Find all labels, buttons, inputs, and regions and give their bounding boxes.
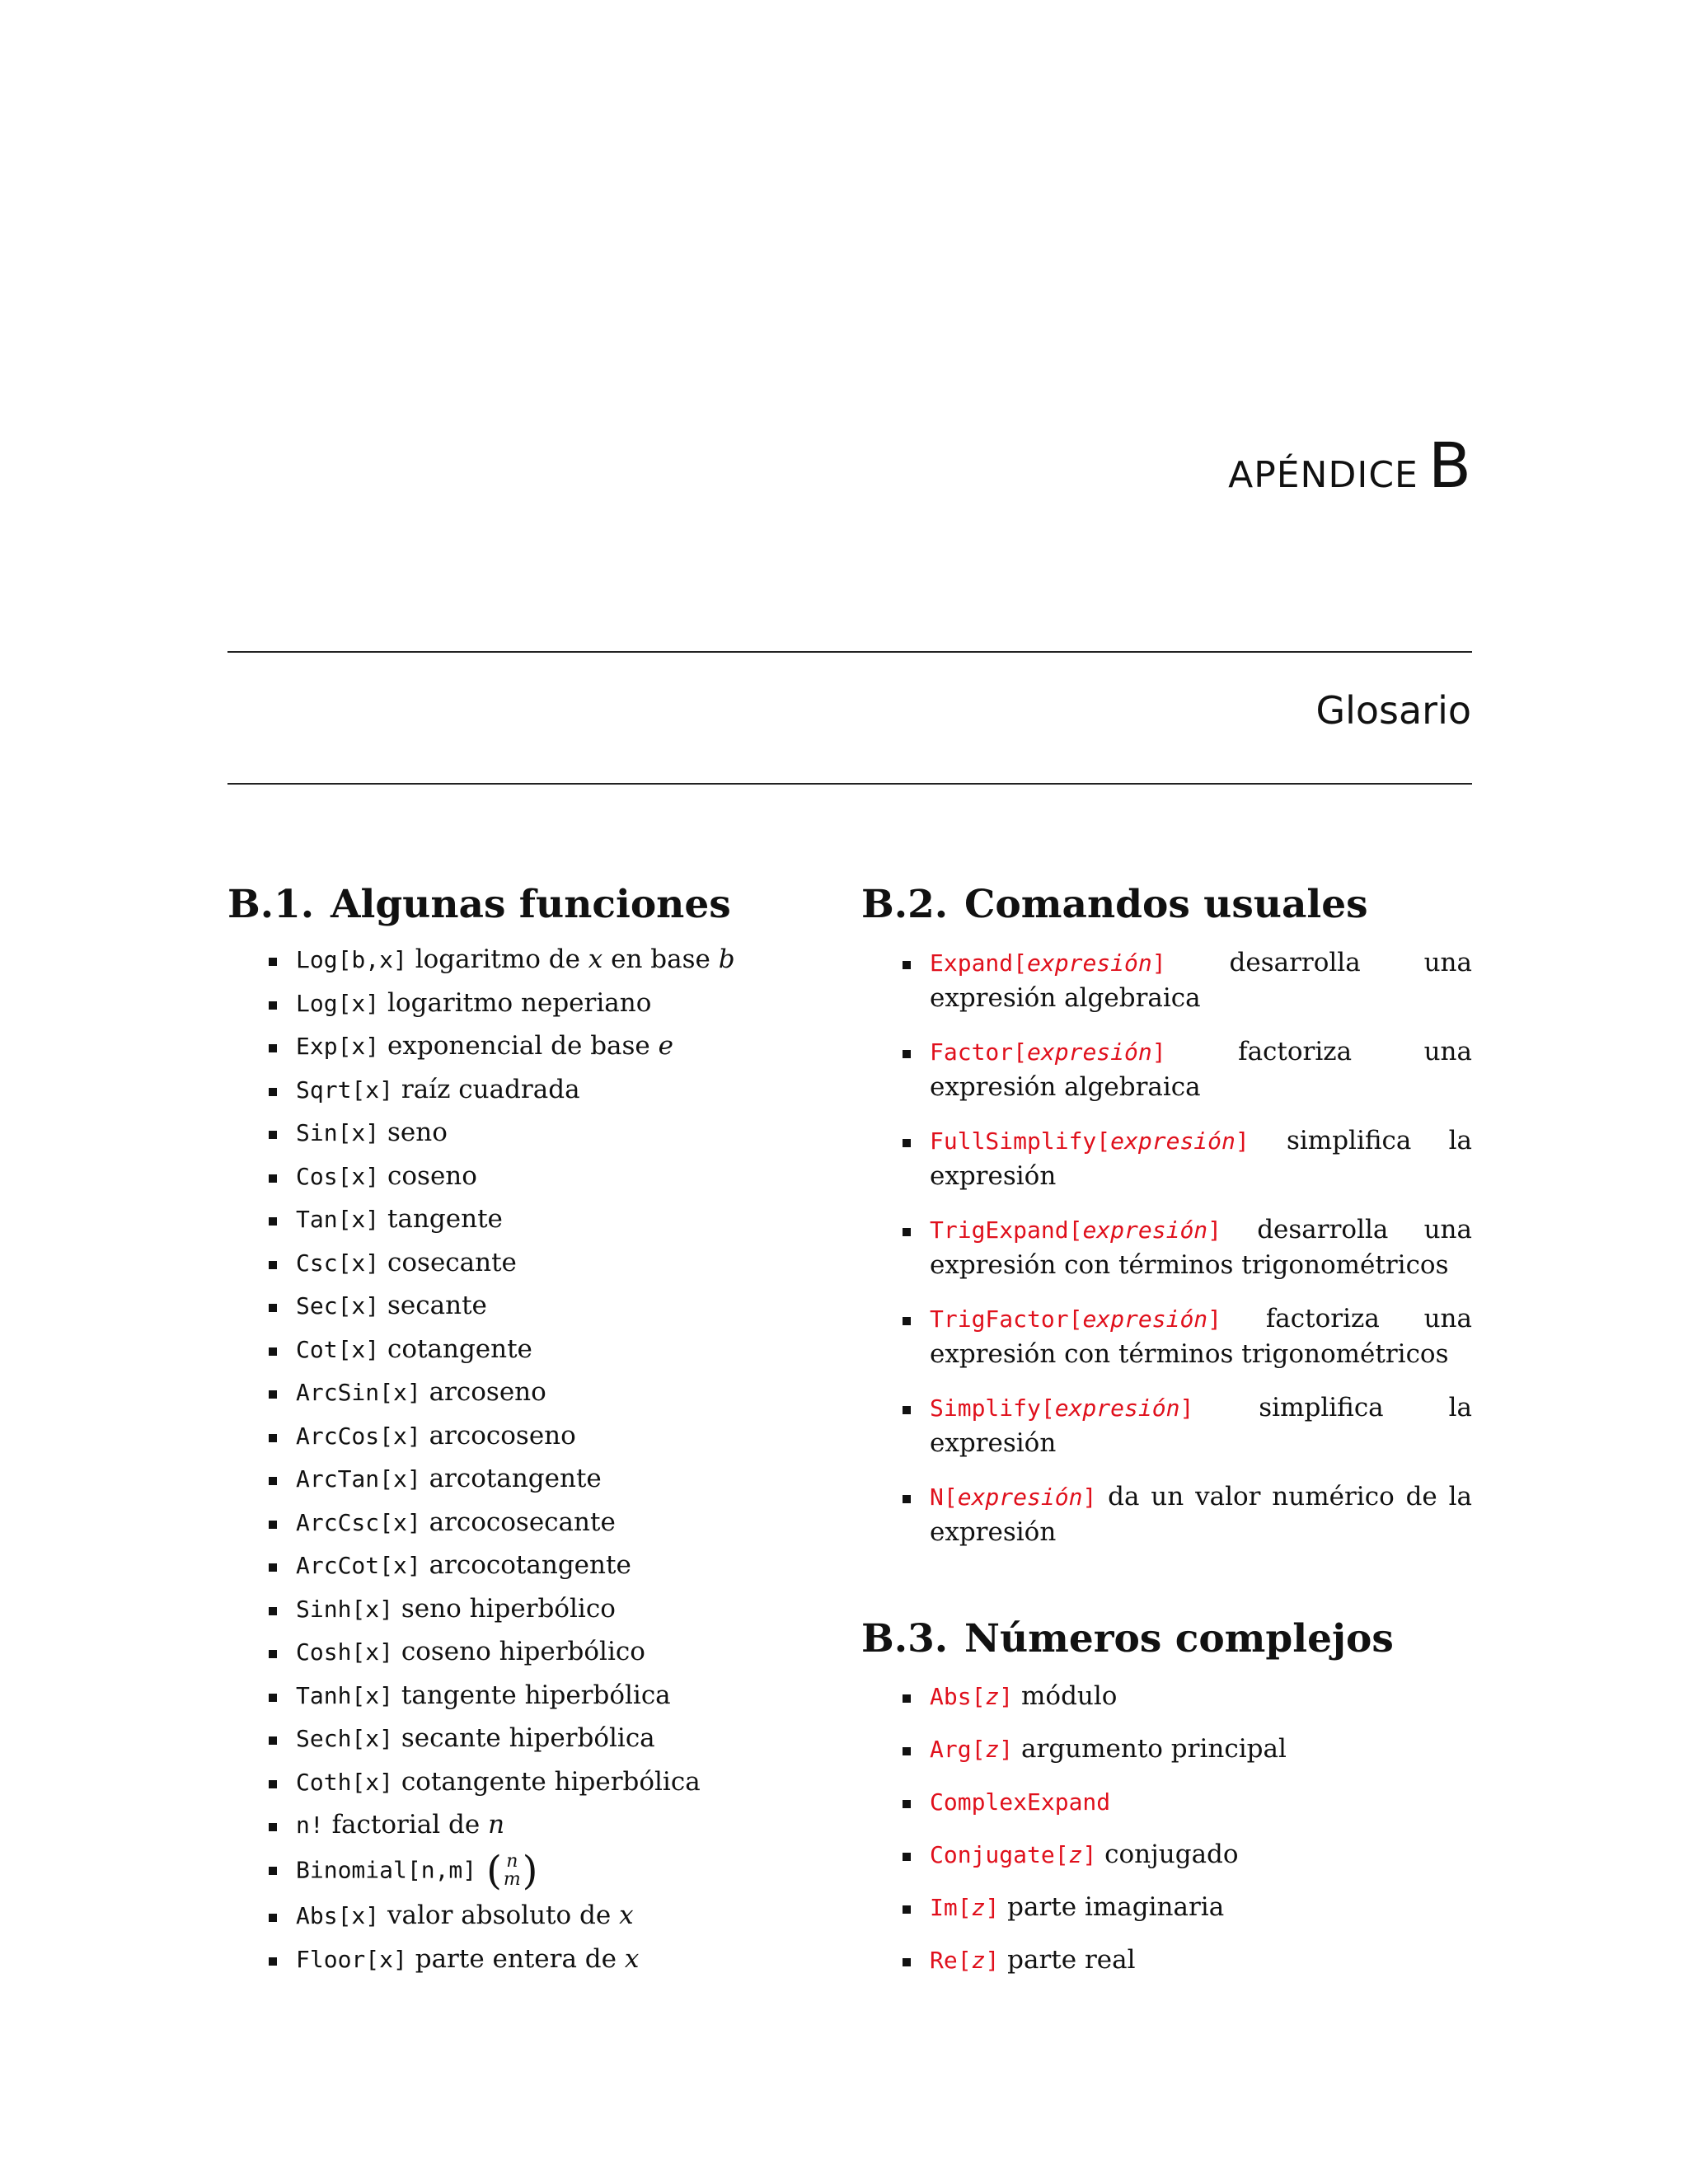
command-arg: z [971,1947,986,1974]
list-item [903,1212,1472,1283]
command-arg: expresión [1110,1127,1236,1155]
list-item [903,1679,1472,1714]
command-code [930,949,1166,977]
function-desc: tangente hiperbólica [401,1680,671,1710]
paren-left: ( [486,1847,502,1894]
list-item [269,1942,821,1977]
function-code: ArcCot[x] [296,1552,421,1579]
command-desc: módulo [1021,1681,1118,1711]
function-code: Log[x] [296,989,380,1017]
left-column [227,882,821,1977]
list-item [903,1123,1472,1194]
command-close: ] [1179,1394,1194,1422]
list-item [269,1202,821,1237]
command-name: TrigExpand[ [930,1216,1083,1244]
function-code: Log[b,x] [296,946,407,973]
complex-list [861,1679,1472,1978]
list-item [903,1479,1472,1550]
list-item [903,1784,1472,1820]
command-close: ] [1207,1216,1222,1244]
command-name: Re[ [930,1947,972,1974]
section-title: Algunas funciones [331,882,731,927]
function-desc: coseno [387,1160,477,1191]
function-desc: secante hiperbólica [401,1723,655,1753]
list-item [903,1890,1472,1925]
command-name: Conjugate[ [930,1841,1069,1868]
section-heading-complex [861,1616,1472,1661]
command-arg: expresión [957,1483,1083,1511]
top-rule [227,651,1472,653]
command-name: FullSimplify[ [930,1127,1111,1155]
function-desc: arcocosecante [429,1507,616,1537]
command-arg: z [985,1736,1000,1763]
list-item [269,1115,821,1151]
command-close: ] [985,1947,1000,1974]
function-desc: coseno hiperbólico [401,1637,645,1666]
command-name: Arg[ [930,1736,986,1763]
command-arg: expresión [1054,1394,1180,1422]
function-desc: exponencial de base [387,1031,650,1061]
list-item [903,945,1472,1016]
right-column [861,882,1472,1978]
function-code: Sinh[x] [296,1595,394,1623]
chapter-label: APÉNDICE [1228,454,1418,496]
function-desc: arcotangente [429,1464,602,1493]
function-code: ArcTan[x] [296,1465,421,1493]
command-close: ] [985,1894,1000,1921]
command-code [930,1038,1166,1066]
command-name: TrigFactor[ [930,1305,1083,1333]
command-desc: factoriza una expresión algebraica [930,1037,1472,1102]
binomial-top: n [506,1850,518,1872]
command-arg: z [985,1683,1000,1710]
function-code: Cot[x] [296,1335,380,1363]
list-item [269,1634,821,1670]
section-heading-functions [227,882,821,927]
function-desc: secante [387,1291,487,1320]
function-desc: logaritmo de [415,944,580,974]
command-name: Expand[ [930,949,1028,977]
section-number: B.3. [861,1616,949,1661]
command-code [930,1683,1013,1710]
command-close: ] [1235,1127,1250,1155]
math-var: b [718,944,735,974]
function-desc: logaritmo neperiano [387,987,652,1018]
function-code: ArcCsc[x] [296,1508,421,1536]
command-name: Factor[ [930,1038,1028,1066]
bottom-rule [227,783,1472,785]
command-code [930,1127,1250,1155]
list-item [269,942,821,977]
math-var: e [658,1031,673,1061]
list-item [269,1332,821,1367]
list-item [903,1943,1472,1978]
binomial-stack [503,1850,521,1890]
command-close: ] [1151,1038,1166,1066]
list-item [269,1461,821,1497]
list-item [269,1807,821,1843]
section-number: B.2. [861,882,949,927]
command-close: ] [999,1736,1014,1763]
function-code: Sqrt[x] [296,1076,394,1104]
command-desc: simplifica la expresión [930,1126,1472,1191]
command-desc: parte real [1007,1945,1136,1975]
command-arg: expresión [1082,1305,1208,1333]
list-item [269,1288,821,1324]
binomial-symbol [486,1847,538,1894]
function-code: Sin[x] [296,1119,380,1146]
functions-list [227,942,821,1977]
function-code: Exp[x] [296,1033,380,1060]
function-desc: en base [611,944,710,974]
list-item [903,1034,1472,1105]
section-heading-commands [861,882,1472,927]
command-code [930,1841,1096,1868]
function-code: Sec[x] [296,1292,380,1319]
function-desc: valor absoluto de [387,1900,612,1930]
function-desc: arcocotangente [429,1550,631,1580]
function-desc: cotangente [387,1333,532,1364]
function-code: Sech[x] [296,1725,394,1752]
function-code: Tanh[x] [296,1681,394,1709]
list-item [269,1072,821,1108]
function-code: Csc[x] [296,1249,380,1277]
function-code: ArcSin[x] [296,1379,421,1406]
command-close: ] [1082,1483,1097,1511]
command-code [930,1894,999,1921]
commands-list [861,945,1472,1550]
math-var: x [588,944,603,974]
command-desc: desarrolla una expresión algebraica [930,948,1472,1013]
chapter-heading [1228,429,1471,502]
command-name: ComplexExpand [930,1788,1111,1816]
command-arg: expresión [1082,1216,1208,1244]
function-code: Coth[x] [296,1768,394,1796]
list-item [269,1418,821,1454]
command-arg: z [971,1894,986,1921]
command-arg: z [1068,1841,1083,1868]
binomial-bottom: m [503,1868,521,1890]
function-desc: cotangente hiperbólica [401,1766,701,1797]
list-item [903,1390,1472,1461]
command-desc: factoriza una expresión con términos trigonométricos [930,1304,1472,1369]
function-code: Tan[x] [296,1206,380,1233]
function-code: n! [296,1811,324,1839]
math-var: n [488,1810,505,1840]
math-var: x [624,1943,640,1974]
command-close: ] [1151,949,1166,977]
function-desc: raíz cuadrada [401,1074,580,1104]
command-arg: expresión [1027,949,1152,977]
command-desc: simplifica la expresión [930,1393,1472,1458]
function-code: Cosh[x] [296,1638,394,1666]
command-desc: parte imaginaria [1007,1892,1225,1922]
list-item [269,1721,821,1756]
list-item [269,1591,821,1627]
list-item [903,1301,1472,1372]
section-title: Números complejos [964,1616,1394,1661]
command-desc: da un valor numérico de la expresión [930,1482,1472,1547]
list-item [269,1678,821,1713]
command-code [930,1736,1013,1763]
command-close: ] [999,1683,1014,1710]
command-code [930,1788,1110,1816]
command-code [930,1216,1221,1244]
function-desc: seno hiperbólico [401,1593,616,1624]
function-desc: seno [387,1118,448,1147]
paren-right: ) [522,1847,538,1894]
function-code: ArcCos[x] [296,1422,421,1450]
function-code: Abs[x] [296,1902,380,1929]
list-item [903,1732,1472,1767]
math-var: x [619,1900,634,1930]
command-desc: desarrolla una expresión con términos trigonométricos [930,1215,1472,1280]
list-item [269,1245,821,1281]
function-code: Floor[x] [296,1945,407,1973]
section-number: B.1. [227,882,315,927]
function-desc: cosecante [387,1247,517,1277]
function-desc: factorial de [331,1810,481,1840]
list-item [269,1159,821,1194]
list-item [269,1898,821,1933]
list-item [269,1548,821,1583]
list-item [269,1375,821,1410]
command-close: ] [1082,1841,1097,1868]
command-arg: expresión [1027,1038,1152,1066]
command-name: Abs[ [930,1683,986,1710]
function-code: Binomial[n,m] [296,1856,477,1883]
list-item [269,1505,821,1540]
function-code: Cos[x] [296,1162,380,1190]
command-code [930,1305,1221,1333]
command-close: ] [1207,1305,1222,1333]
command-code [930,1947,999,1974]
command-desc: argumento principal [1021,1734,1287,1764]
command-name: Im[ [930,1894,972,1921]
section-title: Comandos usuales [964,882,1368,927]
command-name: Simplify[ [930,1394,1055,1422]
function-desc: tangente [387,1204,503,1234]
list-item [269,1029,821,1064]
function-desc: arcocoseno [429,1420,576,1451]
command-code [930,1394,1193,1422]
command-desc: conjugado [1104,1840,1239,1869]
list-item [269,1847,821,1894]
list-item [903,1837,1472,1872]
function-desc: parte entera de [415,1943,617,1974]
chapter-title: Glosario [1315,688,1471,733]
list-item [269,986,821,1021]
command-name: N[ [930,1483,958,1511]
command-code [930,1483,1096,1511]
function-desc: arcoseno [429,1377,546,1407]
list-item [269,1765,821,1800]
chapter-letter: B [1428,429,1471,502]
